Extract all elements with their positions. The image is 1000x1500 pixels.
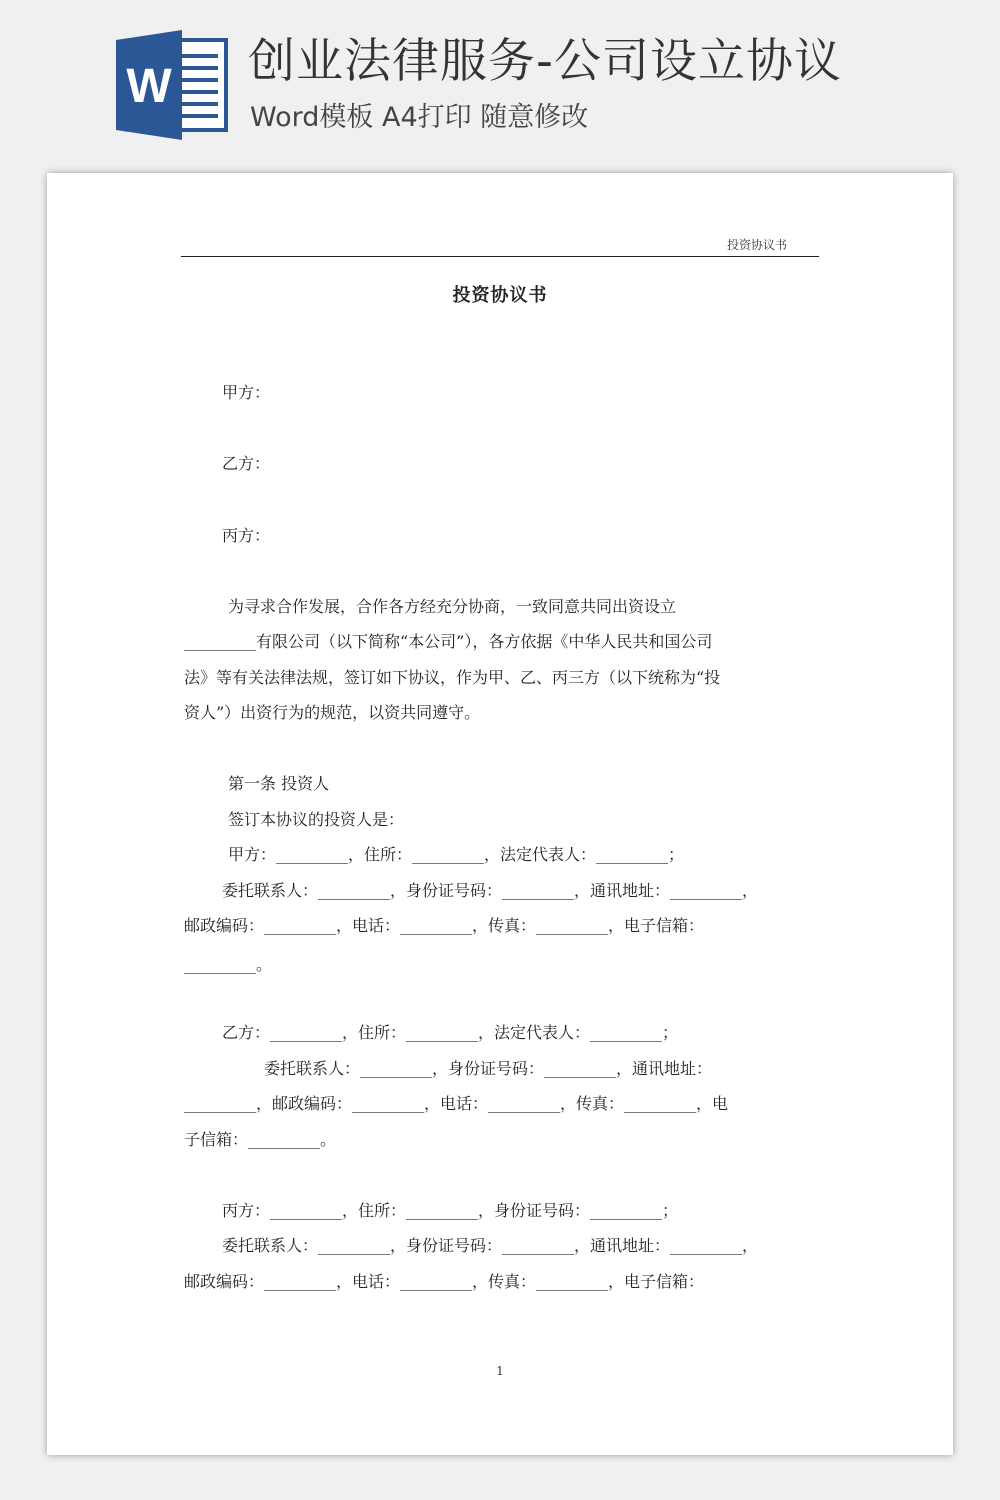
header-divider <box>181 256 819 257</box>
party-b-line: 乙方：_________，住所：_________，法定代表人：_________； <box>222 1023 679 1042</box>
party-a-line: 甲方：_________，住所：_________，法定代表人：_________； <box>228 845 685 864</box>
page-header-text: 投资协议书 <box>727 238 788 252</box>
article-1-heading: 第一条 投资人 <box>228 774 330 793</box>
intro-line: 资人”）出资行为的规范，以资共同遵守。 <box>184 703 481 722</box>
party-b-line: _________，邮政编码：_________，电话：_________，传真：_________，电 <box>184 1094 729 1113</box>
article-1-intro: 签订本协议的投资人是： <box>228 810 405 829</box>
document-page <box>47 173 953 1455</box>
party-a-line: 邮政编码：_________，电话：_________，传真：_________，电子信箱： <box>184 916 705 935</box>
template-banner <box>0 0 1000 170</box>
document-title: 投资协议书 <box>452 285 548 306</box>
party-b-line: 委托联系人：_________，身份证号码：_________，通讯地址： <box>264 1059 713 1078</box>
intro-line: _________有限公司（以下简称“本公司”），各方依据《中华人民共和国公司 <box>184 632 713 651</box>
intro-line: 为寻求合作发展，合作各方经充分协商，一致同意共同出资设立 <box>228 597 677 616</box>
word-icon <box>116 30 228 140</box>
intro-line: 法》等有关法律法规，签订如下协议，作为甲、乙、丙三方（以下统称为“投 <box>184 668 721 687</box>
party-a-label: 甲方： <box>222 383 271 402</box>
party-b-line: 子信箱：_________。 <box>184 1130 337 1149</box>
party-b-label: 乙方： <box>222 454 271 473</box>
word-logo-letter: W <box>126 60 172 113</box>
party-c-line: 邮政编码：_________，电话：_________，传真：_________，电子信箱： <box>184 1272 705 1291</box>
banner-subtitle: Word模板 A4打印 随意修改 <box>250 102 589 133</box>
party-c-label: 丙方： <box>222 526 271 545</box>
party-c-line: 丙方：_________，住所：_________，身份证号码：_________； <box>222 1201 679 1220</box>
banner-title: 创业法律服务-公司设立协议 <box>248 34 842 89</box>
page-number: 1 <box>496 1364 504 1378</box>
party-a-line: 委托联系人：_________，身份证号码：_________，通讯地址：_________， <box>222 881 759 900</box>
party-a-line: _________。 <box>184 955 273 974</box>
party-c-line: 委托联系人：_________，身份证号码：_________，通讯地址：_________， <box>222 1236 759 1255</box>
